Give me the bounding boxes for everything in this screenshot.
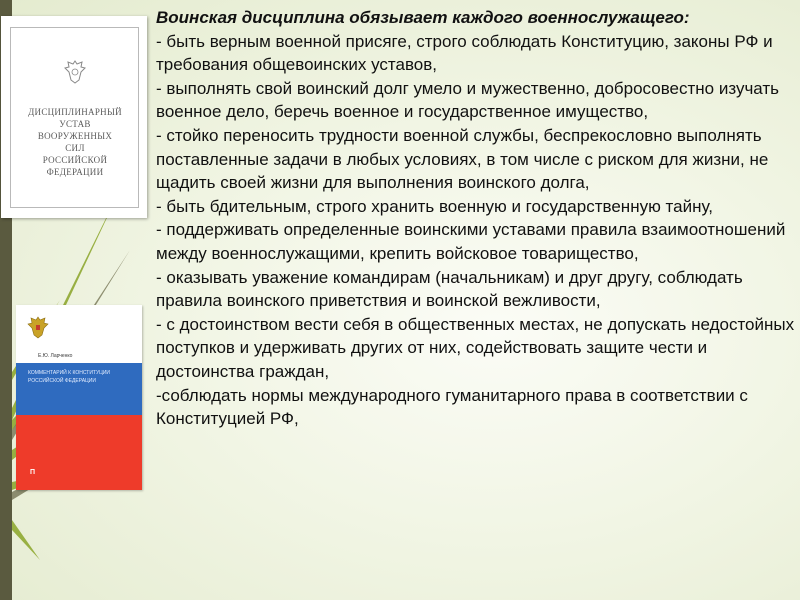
book-title-line: РОССИЙСКОЙ — [42, 155, 108, 165]
constitution-commentary-book-cover — [16, 305, 142, 490]
book-author: Е.Ю. Ларченко — [38, 353, 73, 359]
book-title-line: ВООРУЖЕННЫХ — [37, 131, 113, 141]
book-title-line: СИЛ — [65, 143, 85, 153]
duty-item: -соблюдать нормы международного гуманитарного права в соответствии с Конституцией РФ, — [156, 385, 748, 429]
book-title — [13, 106, 137, 178]
double-headed-eagle-icon — [27, 315, 49, 341]
duties-list — [156, 30, 796, 431]
book-red-band — [16, 415, 142, 490]
duty-item: - быть верным военной присяге, строго соблюдать Конституцию, законы РФ и требования общевоинских уставов, — [156, 31, 773, 75]
duty-item: - быть бдительным, строго хранить военную и государственную тайну, — [156, 196, 714, 216]
book-title-line: ДИСЦИПЛИНАРНЫЙ — [28, 107, 122, 117]
duty-item: - поддерживать определенные воинскими уставами правила взаимоотношений между военнослужащими, крепить войсковое товарищество, — [156, 220, 786, 263]
disciplinary-charter-book-cover — [1, 16, 147, 218]
duties-text-block — [156, 6, 796, 431]
book-title: КОММЕНТАРИЙ К КОНСТИТУЦИИ РОССИЙСКОЙ ФЕДЕРАЦИИ — [28, 370, 111, 384]
slide-heading: Воинская дисциплина обязывает каждого военнослужащего: — [156, 8, 690, 27]
duty-item: - оказывать уважение командирам (начальникам) и друг другу, соблюдать правила воинского приветствия и воинской вежливости, — [156, 267, 743, 311]
duty-item: - с достоинством вести себя в общественных местах, не допускать недостойных поступков и удерживать других от них, содействовать защите чести и достоинства граждан, — [156, 314, 795, 381]
duty-item: - выполнять свой воинский долг умело и мужественно, добросовестно изучать военное дело, беречь военное и государственное имущество, — [156, 78, 780, 122]
publisher-mark: П — [30, 469, 36, 476]
book-title-line: УСТАВ — [59, 119, 91, 129]
book-title-line: ФЕДЕРАЦИИ — [46, 167, 104, 177]
duty-item: - стойко переносить трудности военной службы, беспрекословно выполнять поставленные задачи в любых условиях, в том числе с риском для жизни, не щадить своей жизни для выполнения воинского долга, — [156, 125, 769, 193]
double-headed-eagle-icon — [63, 58, 87, 86]
book-blue-band — [16, 363, 142, 415]
